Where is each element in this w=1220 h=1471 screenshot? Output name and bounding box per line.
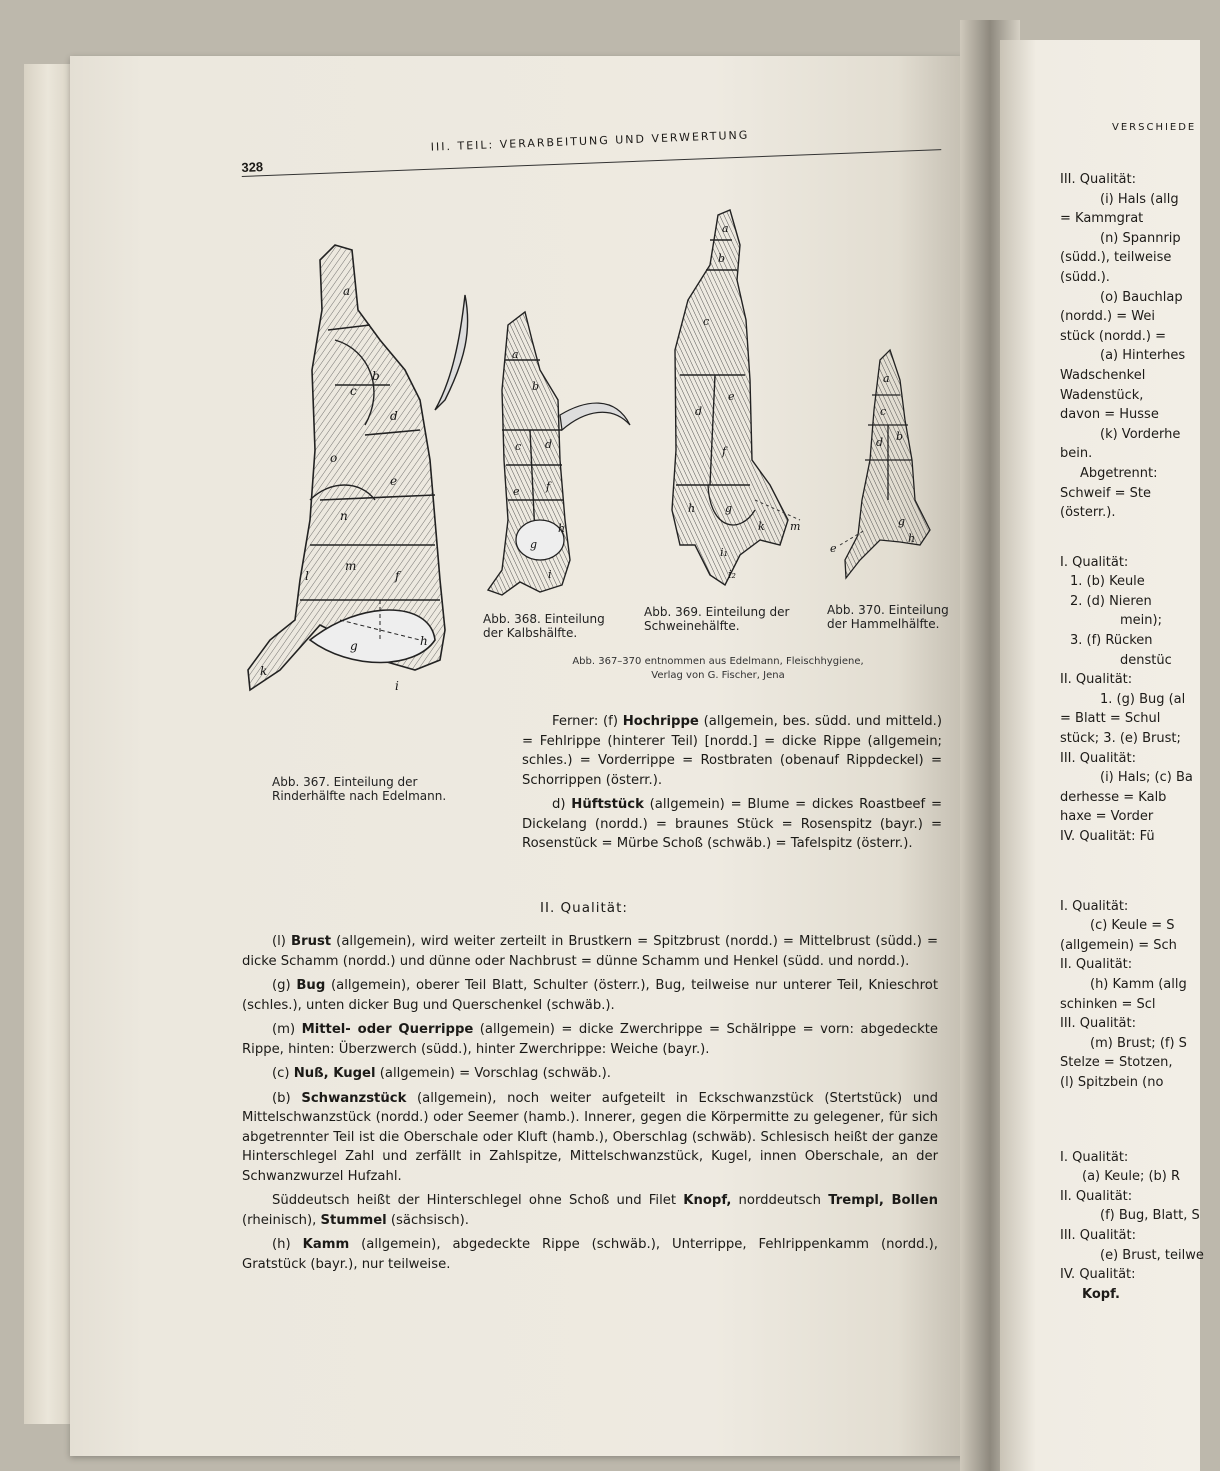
right-line: II. Qualität:: [1060, 957, 1133, 973]
right-line: bein.: [1060, 446, 1093, 462]
fig369-label: f: [722, 445, 727, 458]
fig367-label: n: [340, 509, 348, 523]
right-line: (k) Vorderhe: [1100, 426, 1181, 442]
fig367-label: l: [305, 569, 309, 583]
fig367-label: i: [395, 679, 399, 693]
fig368-label: d: [545, 438, 553, 451]
right-line: (südd.).: [1060, 269, 1110, 285]
fig370-label: g: [898, 515, 906, 528]
right-gap: [1060, 847, 1220, 897]
figure-367-beef: [248, 245, 468, 690]
fig369-label: i₁: [720, 546, 728, 559]
fig369-label: c: [703, 315, 710, 328]
running-title: III. TEIL: VERARBEITUNG UND VERWERTUNG: [430, 128, 750, 154]
fig367-label: d: [390, 409, 398, 423]
right-line: IV. Qualität:: [1060, 1267, 1136, 1283]
fig367-label: c: [350, 384, 357, 398]
right-line: = Kammgrat: [1060, 211, 1144, 227]
right-line: (c) Keule = S: [1090, 918, 1175, 934]
right-line: Wadenstück,: [1060, 387, 1144, 403]
right-line: III. Qualität:: [1060, 172, 1136, 187]
paragraph-bug: (g) Bug (allgemein), oberer Teil Blatt, Schulter (österr.), Bug, teilweise nur unterer Teil, Knieschrot (schles.), unten dicker Bug und Querschenkel (schwäb.).: [242, 978, 938, 1013]
paragraph-brust: (l) Brust (allgemein), wird weiter zerteilt in Brustkern = Spitzbrust (nordd.) = Mittelbrust (südd.) = dicke Schamm (nordd.) und dünne oder Nachbrust = dünne Schamm und Henkel (südd. und nordd.).: [242, 934, 938, 969]
fig367-label: e: [390, 474, 398, 488]
fig367-label: h: [420, 634, 428, 648]
right-line: (nordd.) = Wei: [1060, 309, 1155, 325]
fig368-label: a: [512, 348, 519, 361]
right-gap: [1060, 523, 1220, 553]
right-line: I. Qualität:: [1060, 1149, 1129, 1165]
right-line: Kopf.: [1082, 1286, 1120, 1302]
fig368-label: h: [558, 522, 566, 535]
fig369-label: h: [688, 502, 696, 515]
fig367-label: a: [343, 284, 351, 298]
right-line: Stelze = Stotzen,: [1060, 1055, 1173, 1071]
right-line: 2. (d) Nieren: [1070, 593, 1152, 609]
right-line: II. Qualität:: [1060, 672, 1133, 688]
fig367-label: k: [260, 664, 268, 678]
fig369-label: i₂: [728, 568, 736, 581]
right-line: (f) Bug, Blatt, S: [1100, 1208, 1200, 1224]
fig370-label: b: [896, 430, 904, 443]
right-line: derhesse = Kalb: [1060, 789, 1167, 805]
right-line: (m) Brust; (f) S: [1090, 1035, 1187, 1051]
right-line: mein);: [1120, 613, 1162, 629]
right-line: (n) Spannrip: [1100, 230, 1181, 246]
paragraph-hueftstueck: d) Hüftstück (allgemein) = Blume = dickes Roastbeef = Dickelang (nordd.) = braunes Stück = Rosenspitz (bayr.) = Rosenstück = Mürbe Schoß (schwäb.) = Tafelspitz (österr.).: [522, 797, 942, 851]
fig367-label: b: [372, 369, 380, 383]
right-running-title: VERSCHIEDE: [1112, 122, 1197, 133]
right-line: (i) Hals; (c) Ba: [1100, 770, 1193, 786]
figure-credit: Abb. 367–370 entnommen aus Edelmann, Fleischhygiene, Verlag von G. Fischer, Jena: [572, 656, 864, 681]
right-line: stück (nordd.) =: [1060, 328, 1167, 344]
fig370-label: d: [876, 436, 884, 449]
fig370-label: c: [880, 405, 887, 418]
fig368-label: f: [546, 480, 551, 493]
fig369-label: k: [758, 520, 765, 533]
fig369-label: m: [790, 520, 801, 533]
right-line: (a) Hinterhes: [1100, 348, 1186, 364]
fig369-label: b: [718, 252, 726, 265]
right-page-column: [1060, 170, 1220, 1304]
right-line: (allgemein) = Sch: [1060, 937, 1177, 953]
right-line: (österr.).: [1060, 505, 1116, 521]
paragraph-nuss: (c) Nuß, Kugel (allgemein) = Vorschlag (schwäb.).: [272, 1066, 611, 1081]
paragraph-schwanzstueck: (b) Schwanzstück (allgemein), noch weiter aufgeteilt in Eckschwanzstück (Stertstück) und Mittelschwanzstück (nordd.) oder Seemer (hamb.). Innerer, gegen die Körpermitte zu gelegener, für sich abgetrennter Teil ist die Oberschale oder Kluft (hamb.), Oberschlag (schwäb). Schlesisch heißt der ganze Hinterschlegel Zahl und zerfällt in Zahlspitze, Mittelschwanzstück, Kugel, innen Oberschale, an der Schwanzwurzel Hufzahl.: [242, 1090, 938, 1184]
paragraph-kamm: (h) Kamm (allgemein), abgedeckte Rippe (schwäb.), Unterrippe, Fehlrippenkamm (nordd.), Gratstück (bayr.), nur teilweise.: [242, 1237, 939, 1272]
fig370-label: h: [908, 532, 916, 545]
fig367-label: o: [330, 451, 338, 465]
right-line: (südd.), teilweise: [1060, 250, 1172, 266]
fig369-label: e: [728, 390, 735, 403]
fig367-label: g: [350, 639, 358, 653]
fig367-label: f: [395, 569, 400, 583]
figure-369-pork: [672, 210, 800, 585]
fig368-label: c: [515, 440, 522, 453]
right-line: I. Qualität:: [1060, 898, 1129, 914]
fig369-label: d: [695, 405, 703, 418]
right-line: stück; 3. (e) Brust;: [1060, 731, 1181, 747]
right-line: denstüc: [1120, 652, 1172, 668]
right-line: 1. (b) Keule: [1070, 574, 1145, 590]
lower-text-block: [242, 932, 938, 1279]
right-line: Abgetrennt:: [1080, 465, 1158, 481]
upper-text-block: [522, 712, 942, 859]
fig368-label: b: [532, 380, 540, 393]
figure-368-caption: Abb. 368. Einteilung der Kalbshälfte.: [483, 612, 605, 640]
fig368-label: g: [530, 538, 538, 551]
right-line: (o) Bauchlap: [1100, 289, 1183, 305]
fig369-label: g: [725, 502, 733, 515]
right-line: = Blatt = Schul: [1060, 711, 1161, 727]
right-line: haxe = Vorder: [1060, 809, 1154, 825]
page-number: 328: [241, 159, 264, 175]
right-line: 1. (g) Bug (al: [1100, 691, 1186, 707]
fig368-label: i: [548, 568, 552, 581]
figure-370-caption: Abb. 370. Einteilung der Hammelhälfte.: [827, 603, 949, 631]
right-line: schinken = Scl: [1060, 996, 1156, 1012]
right-line: 3. (f) Rücken: [1070, 633, 1153, 649]
fig370-label: a: [883, 372, 890, 385]
paragraph-hochrippe: Ferner: (f) Hochrippe (allgemein, bes. südd. und mitteld.) = Fehlrippe (hinterer Teil) [nordd.] = dicke Rippe (allgemein; schles.) = Vorderrippe = Rostbraten (obenauf Rippdeckel) = Schorrippen (österr.).: [522, 714, 942, 788]
right-line: III. Qualität:: [1060, 1016, 1136, 1032]
fig369-label: a: [722, 222, 729, 235]
right-line: II. Qualität:: [1060, 1188, 1133, 1204]
right-line: (a) Keule; (b) R: [1082, 1169, 1181, 1185]
fig368-label: e: [513, 485, 520, 498]
right-gap: [1060, 1093, 1220, 1148]
fig367-label: m: [345, 559, 357, 573]
right-line: (e) Brust, teilwe: [1100, 1247, 1204, 1263]
figure-367-caption: Abb. 367. Einteilung der Rinderhälfte nach Edelmann.: [272, 775, 447, 803]
right-line: davon = Husse: [1060, 407, 1159, 423]
paragraph-querrippe: (m) Mittel- oder Querrippe (allgemein) = dicke Zwerchrippe = Schälrippe = vorn: abgedeckte Rippe, hinten: Überzwerch (südd.), hinter Zwerchrippe: Weiche (bayr.).: [242, 1022, 939, 1057]
right-line: IV. Qualität: Fü: [1060, 829, 1155, 844]
right-line: III. Qualität:: [1060, 1227, 1136, 1243]
figure-368-veal: [488, 312, 630, 595]
right-line: Wadschenkel: [1060, 367, 1146, 383]
right-line: III. Qualität:: [1060, 750, 1136, 766]
figure-369-caption: Abb. 369. Einteilung der Schweinehälfte.: [644, 605, 790, 633]
paragraph-sueddeutsch: Süddeutsch heißt der Hinterschlegel ohne Schoß und Filet Knopf, norddeutsch Trempl, Bollen (rheinisch), Stummel (sächsisch).: [242, 1193, 938, 1228]
right-line: Schweif = Ste: [1060, 485, 1151, 501]
fig370-label: e: [830, 542, 837, 555]
right-line: (l) Spitzbein (no: [1060, 1074, 1164, 1090]
right-line: I. Qualität:: [1060, 554, 1129, 570]
right-line: (i) Hals (allg: [1100, 191, 1179, 207]
right-line: (h) Kamm (allg: [1090, 976, 1187, 992]
section-title: II. Qualität:: [540, 900, 628, 916]
